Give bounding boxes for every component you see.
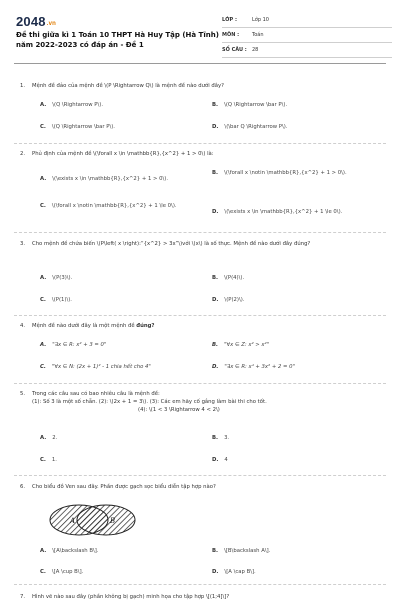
answer-option[interactable] [40, 363, 151, 371]
question-number: 3. [20, 241, 26, 247]
question-5 [20, 390, 386, 463]
answer-text: \(\exists x \in \mathbb{R},{x^2} + 1 \le 0\). [224, 209, 343, 215]
answer-text: 2. [52, 435, 58, 441]
question-stem: Mệnh đề đảo của mệnh đề \(P \Rightarrow Q\) là mệnh đề nào dưới đây? [32, 83, 224, 89]
answer-text: \(\forall x \notin \mathbb{R},{x^2} + 1 \le 0\). [51, 203, 177, 209]
answer-label: C. [40, 457, 46, 463]
document-meta [222, 13, 392, 58]
question-stem-line: (1): Số 3 là một số chẵn. (2): \(2x + 1 = 3\). (3): Các em hãy cố gắng làm bài thi cho tốt. [32, 399, 267, 405]
answer-label: D. [212, 124, 219, 130]
answer-text: \(Q \Rightarrow P\). [52, 102, 104, 108]
answer-option[interactable] [40, 341, 106, 349]
question-2 [20, 150, 386, 215]
answer-text: \[B\backslash A\]. [224, 548, 271, 554]
answer-option[interactable] [212, 169, 382, 177]
answer-option[interactable] [212, 341, 269, 349]
meta-row-count [222, 43, 392, 58]
answer-option[interactable] [212, 101, 287, 109]
site-logo[interactable] [16, 14, 56, 29]
meta-value: 28 [252, 47, 259, 53]
answer-text: "∀x ∈ Z: x² > x²" [224, 342, 270, 348]
answer-label: D. [212, 364, 219, 370]
answer-text: \(Q \Rightarrow \bar P\). [51, 124, 115, 130]
answer-option[interactable] [40, 175, 190, 183]
answer-option[interactable] [212, 547, 270, 555]
answer-text: 3. [224, 435, 230, 441]
answer-label: C. [40, 569, 46, 575]
answer-label: A. [40, 275, 47, 281]
question-stem-line: (4): \(1 < 3 \Rightarrow 4 < 2\) [138, 407, 220, 413]
answer-text: \[A\backslash B\]. [52, 548, 99, 554]
logo-suffix: .vn [46, 21, 57, 27]
answer-text: \(P(4)\). [224, 275, 245, 281]
answer-option[interactable] [40, 547, 99, 555]
meta-row-subject [222, 28, 392, 43]
question-number: 2. [20, 151, 26, 157]
answer-label: A. [40, 342, 47, 348]
answer-label: D. [212, 569, 219, 575]
answer-label: C. [40, 203, 46, 209]
answer-text: 1. [51, 457, 57, 463]
answer-option[interactable] [40, 101, 103, 109]
header-divider [14, 63, 386, 64]
meta-value: Lớp 10 [252, 17, 269, 23]
answer-text: "∀x ∈ N: (2x + 1)² - 1 chia hết cho 4" [51, 364, 151, 370]
answer-option[interactable] [212, 274, 244, 282]
answer-label: B. [212, 102, 219, 108]
answer-label: B. [212, 435, 219, 441]
answer-option[interactable] [212, 568, 256, 576]
answer-label: A. [40, 176, 47, 182]
answer-label: D. [212, 457, 219, 463]
venn-set-b [77, 505, 135, 535]
answer-option[interactable] [40, 202, 195, 210]
answer-text: "∃x ∈ R: x⁴ + 3x² + 2 = 0" [224, 364, 295, 370]
question-stem-text: Mệnh đề nào dưới đây là một mệnh đề [32, 323, 137, 329]
question-number: 4. [20, 323, 26, 329]
question-1 [20, 82, 386, 130]
question-number: 6. [20, 484, 26, 490]
question-4 [20, 322, 386, 370]
answer-option[interactable] [40, 434, 57, 442]
answer-option[interactable] [40, 456, 57, 464]
question-stem: Trong các câu sau có bao nhiêu câu là mệnh đề: [32, 391, 160, 397]
answer-label: B. [212, 342, 219, 348]
answer-option[interactable] [40, 568, 83, 576]
meta-key: MÔN : [222, 32, 240, 38]
venn-label-b: B [110, 517, 116, 525]
document-title: Đề thi giữa kì 1 Toán 10 THPT Hà Huy Tập (Hà Tĩnh) năm 2022-2023 có đáp án - Đề 1 [16, 31, 219, 49]
question-separator [14, 584, 386, 585]
meta-value: Toán [252, 32, 264, 38]
answer-option[interactable] [212, 123, 288, 131]
answer-text: \[A \cap B\]. [224, 569, 256, 575]
venn-diagram [44, 503, 140, 537]
question-separator [14, 475, 386, 476]
answer-text: \(P(2)\). [224, 297, 245, 303]
question-number: 1. [20, 83, 26, 89]
question-3 [20, 240, 386, 303]
answer-label: C. [40, 364, 46, 370]
answer-text: \(P(3)\). [52, 275, 73, 281]
answer-label: D. [212, 297, 219, 303]
answer-text: \(Q \Rightarrow \bar P\). [224, 102, 288, 108]
question-stem-emphasis: đúng? [136, 323, 155, 329]
question-stem: Cho biểu đồ Ven sau đây. Phần được gạch sọc biểu diễn tập hợp nào? [32, 484, 216, 490]
question-separator [14, 383, 386, 384]
question-separator [14, 143, 386, 144]
question-stem [32, 322, 386, 330]
answer-label: B. [212, 170, 219, 176]
meta-key: LỚP : [222, 17, 237, 23]
answer-option[interactable] [212, 296, 245, 304]
meta-key: SỐ CÂU : [222, 47, 247, 53]
answer-option[interactable] [212, 434, 229, 442]
answer-option[interactable] [212, 456, 228, 464]
answer-label: D. [212, 209, 219, 215]
meta-row-class [222, 13, 392, 28]
question-number: 5. [20, 391, 26, 397]
answer-option[interactable] [40, 296, 72, 304]
answer-label: B. [212, 275, 219, 281]
answer-text: 4 [224, 457, 228, 463]
logo-text: 2048 [16, 14, 46, 29]
answer-label: B. [212, 548, 219, 554]
answer-label: A. [40, 102, 47, 108]
question-separator [14, 315, 386, 316]
answer-option[interactable] [212, 208, 392, 216]
venn-label-a: A [70, 517, 76, 525]
answer-label: C. [40, 297, 46, 303]
answer-text: \[A \cup B\]. [51, 569, 84, 575]
question-stem: Hình vẽ nào sau đây (phần không bị gạch) minh họa cho tập hợp \[(1;4]\]? [32, 594, 230, 600]
answer-label: C. [40, 124, 46, 130]
answer-text: \(P(1)\). [51, 297, 72, 303]
answer-option[interactable] [40, 274, 72, 282]
question-stem: Phủ định của mệnh đề \(\forall x \in \mathbb{R},{x^2} + 1 > 0\) là: [32, 151, 214, 157]
answer-option[interactable] [212, 363, 295, 371]
answer-option[interactable] [40, 123, 115, 131]
answer-label: A. [40, 548, 47, 554]
answer-text: "∃x ∈ R: x² + 3 = 0" [52, 342, 107, 348]
question-number: 7. [20, 594, 26, 600]
question-separator [14, 232, 386, 233]
answer-text: \(\forall x \notin \mathbb{R},{x^2} + 1 > 0\). [224, 170, 347, 176]
answer-label: A. [40, 435, 47, 441]
question-stem: Cho mệnh đề chứa biến \(P\left( x \right):“{x^2} > 3x”\)với \(x\) là số thực. Mệnh đề nào dưới đây đúng? [32, 241, 311, 247]
answer-text: \(\exists x \in \mathbb{R},{x^2} + 1 > 0\). [52, 176, 169, 182]
question-6 [20, 483, 386, 575]
answer-text: \(\bar Q \Rightarrow P\). [224, 124, 288, 130]
